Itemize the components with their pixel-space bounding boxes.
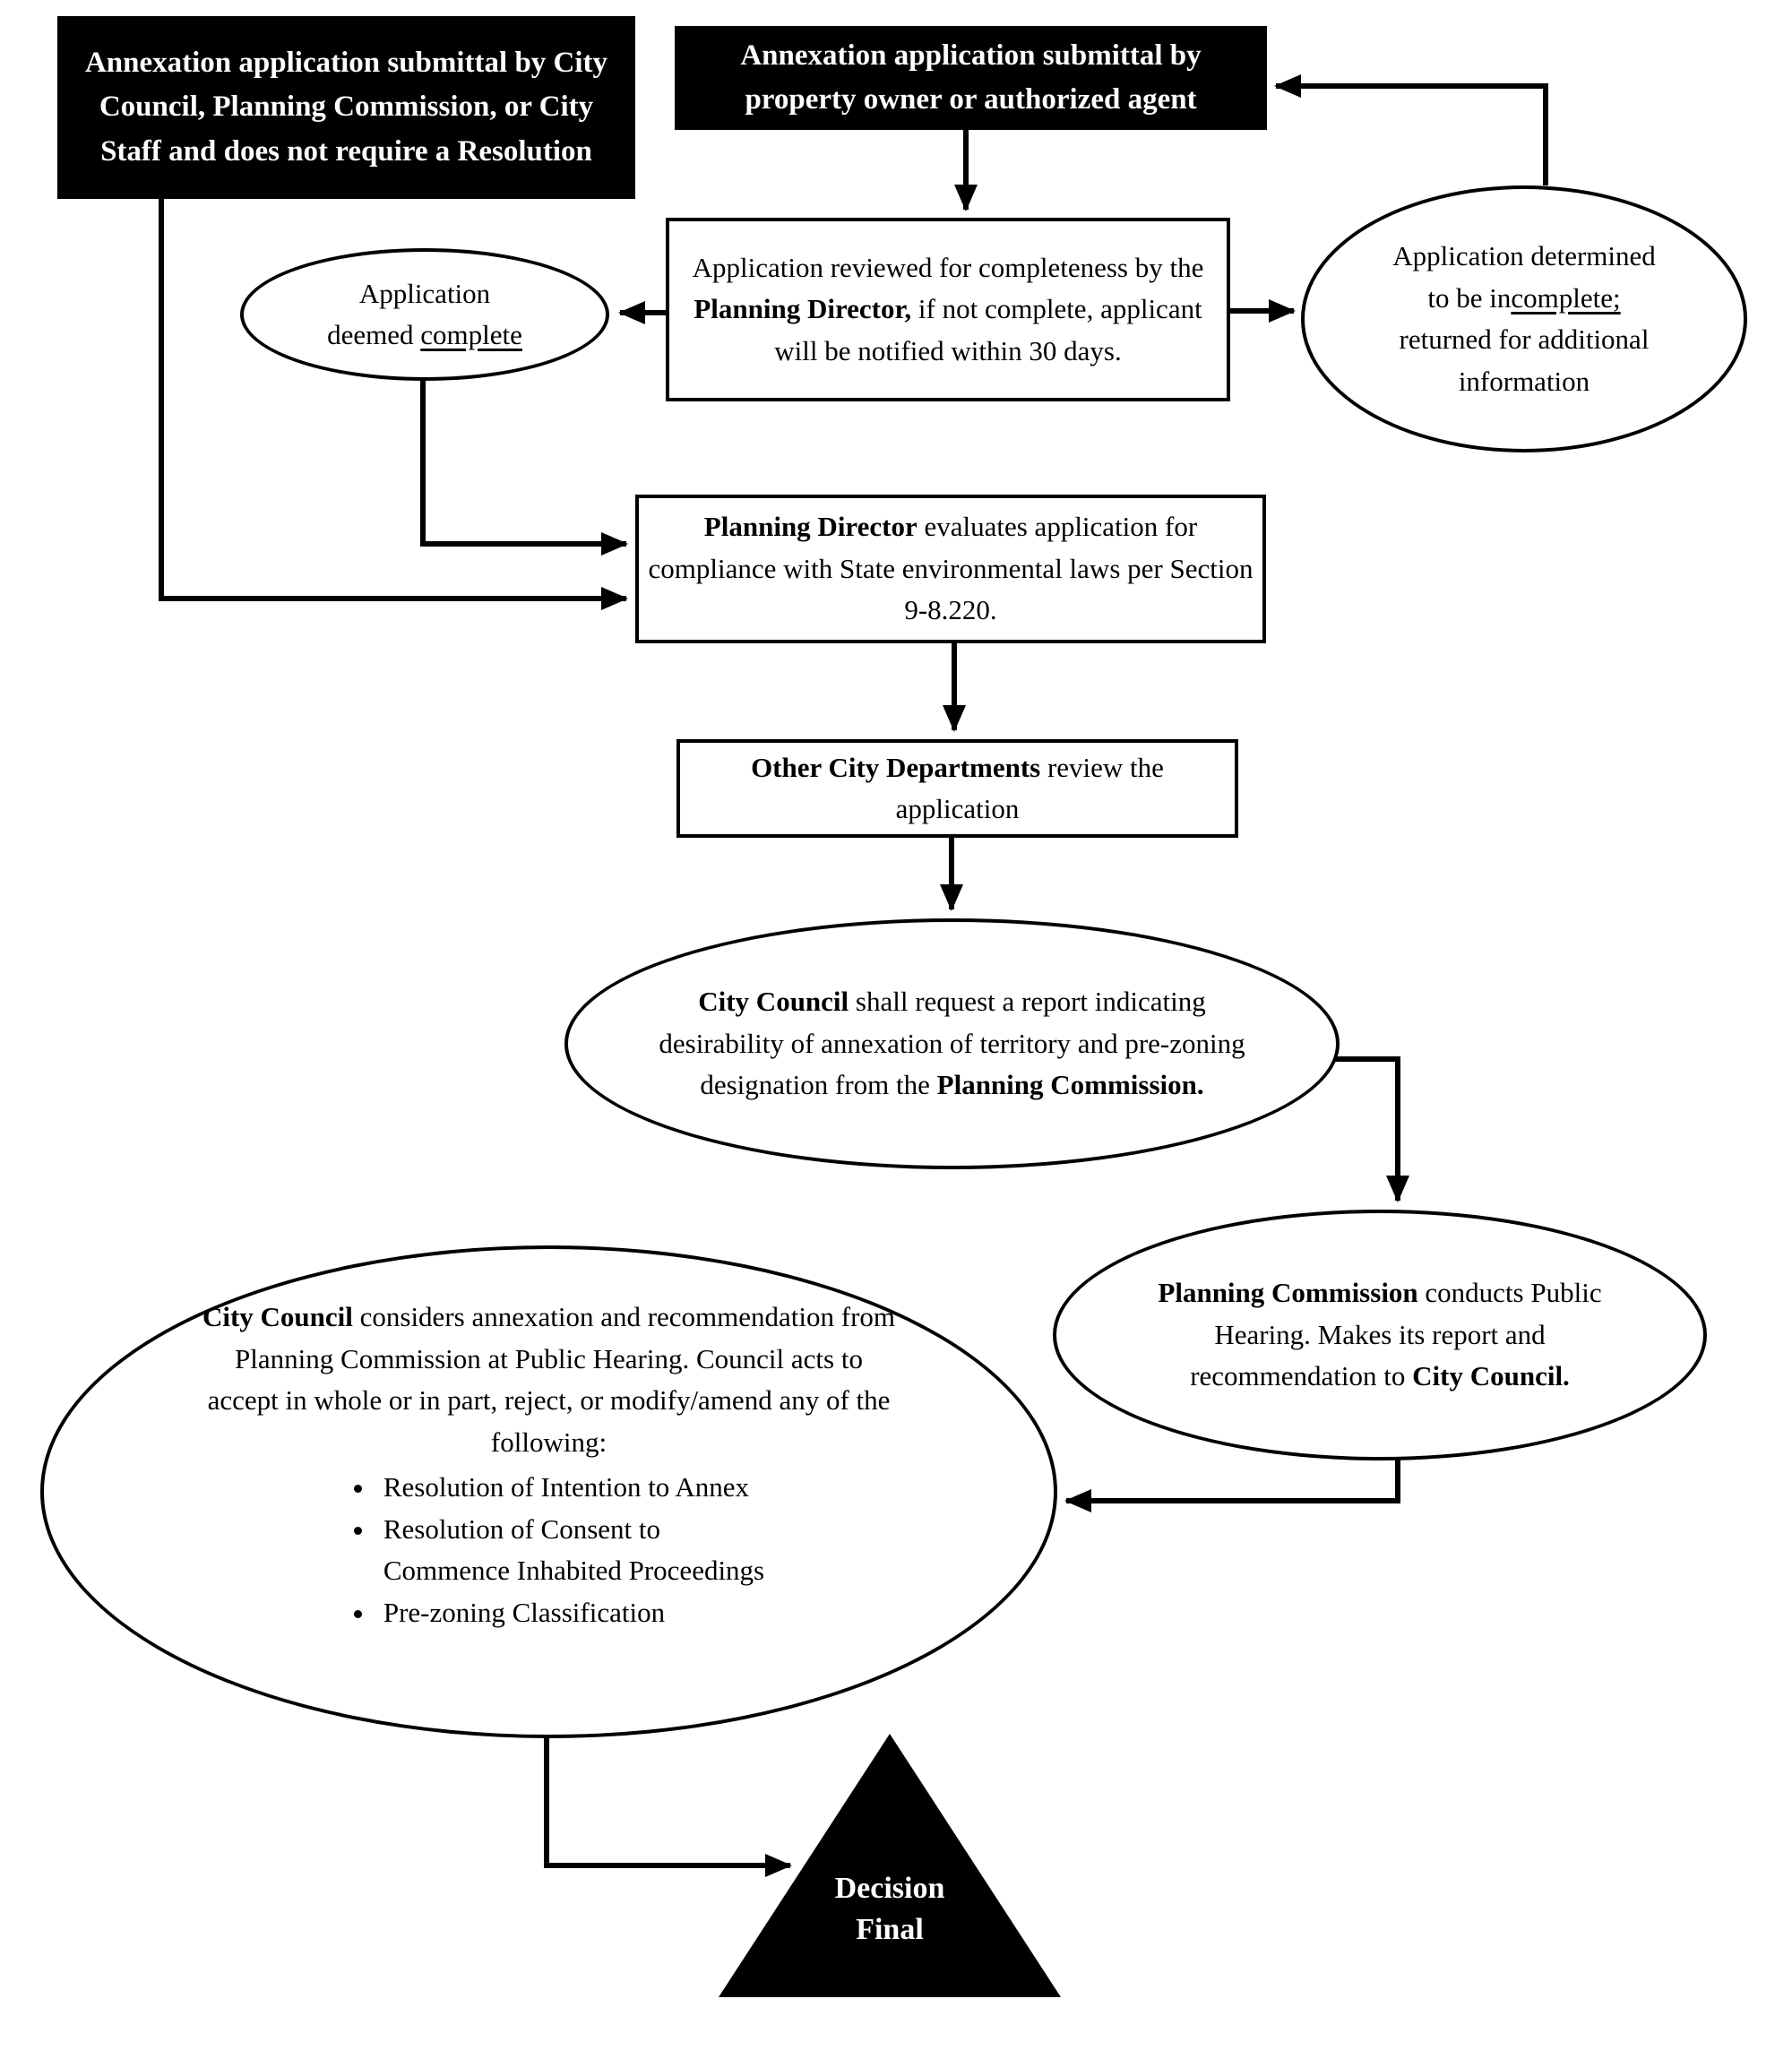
node-submittal-internal-label: Annexation application submittal by City Council, Planning Commission, or City Staff and does not require a Resolution: [84, 46, 608, 168]
incomplete-line3: returned for additional: [1399, 323, 1650, 355]
node-decision-final-label: [719, 1868, 1061, 1951]
bullet-resolution-consent: [376, 1509, 764, 1592]
node-submittal-owner-label: Annexation application submittal by property owner or authorized agent: [740, 39, 1202, 116]
triangle-shape: [719, 1734, 1061, 1997]
council-requests-bold1: City Council: [698, 986, 849, 1018]
deemed-complete-underlined: complete: [420, 319, 522, 350]
decision-final-line1: Decision: [834, 1872, 945, 1905]
council-requests-text: shall request a report indicating desirability of annexation of territory and pre-zoning designation from the: [659, 986, 1245, 1101]
node-commission-hearing-label: [1147, 1272, 1613, 1398]
council-requests-bold2: Planning Commission.: [936, 1069, 1204, 1101]
incomplete-underlined: complete;: [1511, 281, 1621, 314]
decision-final-line2: Final: [856, 1912, 924, 1946]
commission-hearing-bold2: City Council.: [1412, 1360, 1570, 1392]
node-council-considers-label: [200, 1297, 899, 1687]
arrow-commission-to-considers: [1066, 1459, 1398, 1501]
node-decision-final: [719, 1734, 1061, 1997]
director-evaluates-text: evaluates application for compliance with State environmental laws per Section 9-8.220.: [648, 511, 1254, 626]
node-director-evaluates-label: [645, 506, 1256, 632]
deemed-complete-line1: Application: [358, 277, 491, 309]
deemed-complete-line2: [327, 314, 522, 357]
node-commission-hearing: [1053, 1210, 1707, 1460]
arrow-council-to-commission: [1335, 1059, 1398, 1201]
commission-hearing-text: conducts Public Hearing. Makes its report and recommendation to: [1190, 1277, 1602, 1392]
node-incomplete: [1301, 185, 1747, 452]
bullet-resolution-consent-line1: Resolution of Consent to: [383, 1512, 660, 1545]
bullet-resolution-intention: • Resolution of Intention to Annex: [376, 1467, 764, 1509]
node-departments-review: [676, 739, 1238, 838]
council-considers-bullet-list: [333, 1467, 764, 1633]
review-text-tail: if not complete, applicant will be notified within 30 days.: [774, 293, 1202, 366]
node-council-requests-label: [648, 981, 1257, 1107]
arrow-incomplete-to-owner: [1276, 86, 1546, 185]
node-council-requests: [564, 918, 1340, 1169]
council-considers-bold: City Council: [202, 1301, 353, 1332]
bullet-resolution-consent-line2: Commence Inhabited Proceedings: [383, 1555, 765, 1586]
node-submittal-owner: [675, 26, 1267, 130]
node-council-considers: [40, 1245, 1057, 1738]
incomplete-line2: [1392, 278, 1656, 320]
node-departments-review-label: [694, 747, 1222, 831]
commission-hearing-bold1: Planning Commission: [1158, 1277, 1418, 1309]
node-review-completeness: [666, 218, 1230, 401]
node-submittal-internal: [57, 16, 635, 199]
node-deemed-complete: [240, 248, 609, 381]
director-evaluates-bold: Planning Director: [703, 511, 918, 543]
deemed-complete-line2-pre: deemed: [327, 319, 421, 350]
node-incomplete-label: [1392, 236, 1656, 402]
node-deemed-complete-label: [327, 273, 522, 357]
departments-review-text: review the application: [895, 751, 1164, 824]
review-text-bold: Planning Director,: [694, 293, 912, 325]
council-considers-text: considers annexation and recommendation from Planning Commission at Public Hearing. Council acts to accept in whole or in part, reject, or modify/amend any of the following:: [207, 1301, 896, 1458]
council-considers-paragraph: [200, 1297, 899, 1463]
incomplete-line2-pre: to be in: [1427, 281, 1512, 314]
node-director-evaluates: [635, 495, 1266, 643]
incomplete-line1: Application determined: [1392, 240, 1656, 271]
bullet-prezoning-classification: • Pre-zoning Classification: [376, 1592, 764, 1634]
node-review-completeness-label: [689, 247, 1207, 373]
departments-review-bold: Other City Departments: [751, 751, 1041, 783]
review-text: Application reviewed for completeness by the: [692, 251, 1204, 283]
incomplete-line4: information: [1458, 365, 1590, 397]
arrow-complete-to-director: [423, 380, 626, 544]
